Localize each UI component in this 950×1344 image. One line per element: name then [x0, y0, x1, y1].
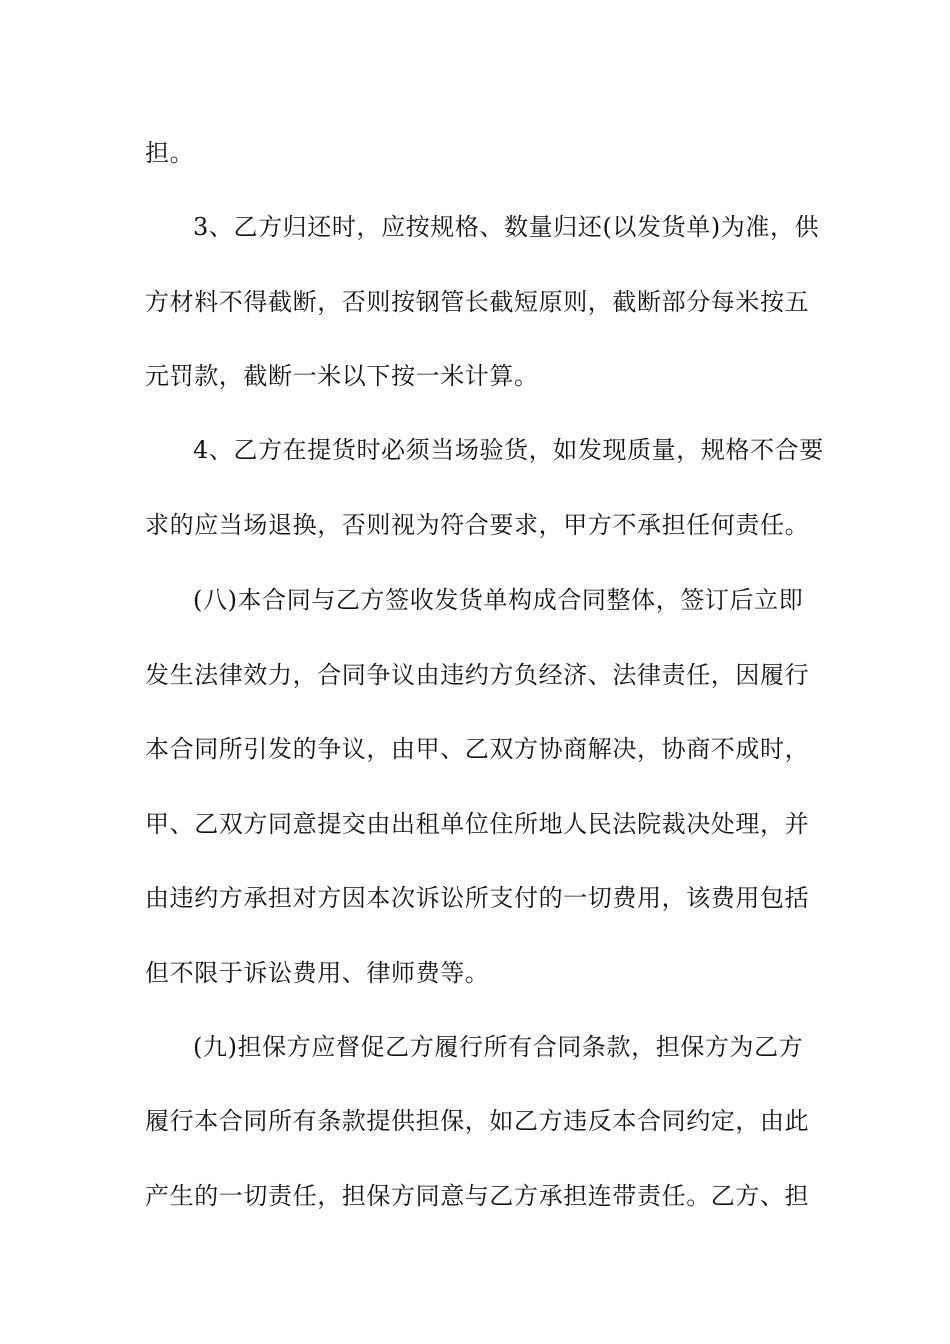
text-line: 履行本合同所有条款提供担保，如乙方违反本合同约定，由此: [145, 1107, 810, 1135]
text-line: 本合同所引发的争议，由甲、乙双方协商解决，协商不成时，: [145, 735, 810, 763]
text-line: 甲、乙双方同意提交由出租单位住所地人民法院裁决处理，并: [145, 810, 810, 838]
text-line: 方材料不得截断，否则按钢管长截短原则，截断部分每米按五: [145, 288, 810, 316]
text-line: 4、乙方在提货时必须当场验货，如发现质量，规格不合要: [193, 436, 824, 464]
text-line: 求的应当场退换，否则视为符合要求，甲方不承担任何责任。: [145, 511, 810, 539]
text-line: 3、乙方归还时，应按规格、数量归还(以发货单)为准，供: [193, 213, 820, 241]
text-line: (八)本合同与乙方签收发货单构成合同整体，签订后立即: [193, 586, 804, 614]
text-line: 但不限于诉讼费用、律师费等。: [145, 959, 490, 987]
text-line: 由违约方承担对方因本次诉讼所支付的一切费用，该费用包括: [145, 884, 810, 912]
text-line: 担。: [145, 139, 195, 167]
text-line: 发生法律效力，合同争议由违约方负经济、法律责任，因履行: [145, 661, 810, 689]
text-line: 元罚款，截断一米以下按一米计算。: [145, 362, 539, 390]
text-line: 产生的一切责任，担保方同意与乙方承担连带责任。乙方、担: [145, 1182, 810, 1210]
text-line: (九)担保方应督促乙方履行所有合同条款，担保方为乙方: [193, 1033, 804, 1061]
